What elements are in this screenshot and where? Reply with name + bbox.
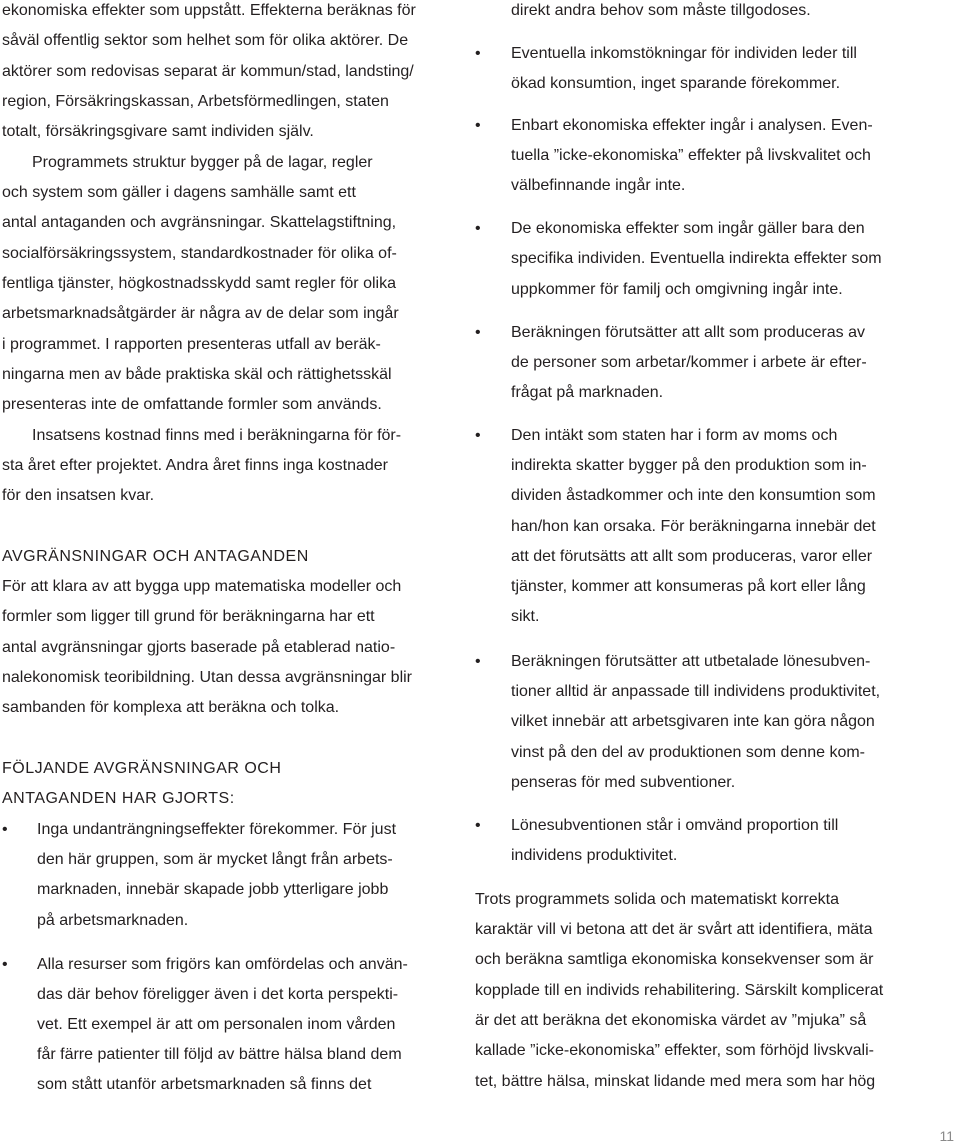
bullet-line: specifika individen. Eventuella indirekta effekter som — [511, 250, 882, 267]
intro-line: region, Försäkringskassan, Arbetsförmedlingen, staten — [2, 93, 389, 110]
bullet-line: Enbart ekonomiska effekter ingår i analysen. Even- — [511, 117, 873, 134]
closing-line: kopplade till en individs rehabilitering. Särskilt komplicerat — [475, 982, 884, 999]
bullet-line: tioner alltid är anpassade till individens produktivitet, — [511, 683, 881, 700]
bullet-line: tjänster, kommer att konsumeras på kort eller lång — [511, 578, 866, 595]
bullet-line: marknaden, innebär skapade jobb ytterligare jobb — [37, 881, 389, 898]
bullet-line: får färre patienter till följd av bättre hälsa bland dem — [37, 1046, 402, 1063]
bullet-marker: • — [475, 653, 481, 670]
bullet-marker: • — [2, 821, 8, 838]
bullet-line: tuella ”icke-ekonomiska” effekter på livskvalitet och — [511, 147, 871, 164]
section-heading: ANTAGANDEN HAR GJORTS: — [2, 790, 235, 807]
limits-line: nalekonomisk teoribildning. Utan dessa avgränsningar blir — [2, 669, 413, 686]
closing-line: Trots programmets solida och matematiskt korrekta — [475, 891, 839, 908]
bullet-line: den här gruppen, som är mycket långt från arbets- — [37, 851, 393, 868]
limits-line: antal avgränsningar gjorts baserade på etablerad natio- — [2, 639, 396, 656]
bullet-line: frågat på marknaden. — [511, 384, 664, 401]
bullet-line: Inga undanträngningseffekter förekommer. För just — [37, 821, 397, 838]
continuation-line: direkt andra behov som måste tillgodoses. — [511, 2, 811, 19]
intro-line: ekonomiska effekter som uppstått. Effekterna beräknas för — [2, 2, 416, 19]
bullet-line: som stått utanför arbetsmarknaden så finns det — [37, 1076, 372, 1093]
bullet-line: Beräkningen förutsätter att utbetalade lönesubven- — [511, 653, 871, 670]
bullet-line: han/hon kan orsaka. För beräkningarna innebär det — [511, 518, 876, 535]
cost-line: för den insatsen kvar. — [2, 487, 155, 504]
structure-line: fentliga tjänster, högkostnadsskydd samt regler för olika — [2, 275, 396, 292]
structure-line: Programmets struktur bygger på de lagar, regler — [32, 154, 373, 171]
bullet-line: das där behov föreligger även i det korta perspekti- — [37, 986, 399, 1003]
intro-line: såväl offentlig sektor som helhet som för olika aktörer. De — [2, 32, 409, 49]
structure-line: socialförsäkringssystem, standardkostnader för olika of- — [2, 245, 397, 262]
bullet-marker: • — [475, 427, 481, 444]
bullet-line: Beräkningen förutsätter att allt som produceras av — [511, 324, 865, 341]
bullet-line: de personer som arbetar/kommer i arbete är efter- — [511, 354, 867, 371]
bullet-marker: • — [475, 117, 481, 134]
bullet-line: på arbetsmarknaden. — [37, 912, 189, 929]
cost-line: Insatsens kostnad finns med i beräkningarna för för- — [32, 427, 402, 444]
closing-line: är det att beräkna det ekonomiska värdet av ”mjuka” så — [475, 1012, 867, 1029]
bullet-marker: • — [475, 324, 481, 341]
closing-line: karaktär vill vi betona att det är svårt att identifiera, mäta — [475, 921, 873, 938]
structure-line: presenteras inte de omfattande formler som används. — [2, 396, 382, 413]
closing-line: och beräkna samtliga ekonomiska konsekvenser som är — [475, 951, 874, 968]
limits-line: sambanden för komplexa att beräkna och tolka. — [2, 699, 340, 716]
bullet-marker: • — [2, 956, 8, 973]
bullet-line: indirekta skatter bygger på den produktion som in- — [511, 457, 867, 474]
bullet-line: vilket innebär att arbetsgivaren inte kan göra någon — [511, 713, 875, 730]
bullet-line: att det förutsätts att allt som produceras, varor eller — [511, 548, 873, 565]
bullet-line: Lönesubventionen står i omvänd proportion till — [511, 817, 839, 834]
bullet-line: uppkommer för familj och omgivning ingår inte. — [511, 281, 843, 298]
intro-line: totalt, försäkringsgivare samt individen själv. — [2, 123, 314, 140]
bullet-line: välbefinnande ingår inte. — [511, 177, 686, 194]
intro-line: aktörer som redovisas separat är kommun/stad, landsting/ — [2, 63, 414, 80]
bullet-marker: • — [475, 220, 481, 237]
bullet-line: De ekonomiska effekter som ingår gäller bara den — [511, 220, 865, 237]
page-number: 11 — [939, 1128, 954, 1144]
section-heading: AVGRÄNSNINGAR OCH ANTAGANDEN — [2, 548, 309, 565]
structure-line: ningarna men av både praktiska skäl och rättighetsskäl — [2, 366, 392, 383]
section-heading: FÖLJANDE AVGRÄNSNINGAR OCH — [2, 760, 282, 777]
structure-line: antal antaganden och avgränsningar. Skattelagstiftning, — [2, 214, 397, 231]
closing-line: tet, bättre hälsa, minskat lidande med mera som har hög — [475, 1073, 876, 1090]
bullet-line: dividen åstadkommer och inte den konsumtion som — [511, 487, 876, 504]
bullet-line: vinst på den del av produktionen som denne kom- — [511, 744, 865, 761]
bullet-marker: • — [475, 45, 481, 62]
cost-line: sta året efter projektet. Andra året finns inga kostnader — [2, 457, 388, 474]
structure-line: i programmet. I rapporten presenteras utfall av beräk- — [2, 336, 381, 353]
bullet-line: ökad konsumtion, inget sparande förekommer. — [511, 75, 841, 92]
structure-line: arbetsmarknadsåtgärder är några av de delar som ingår — [2, 305, 399, 322]
structure-line: och system som gäller i dagens samhälle samt ett — [2, 184, 356, 201]
closing-line: kallade ”icke-ekonomiska” effekter, som förhöjd livskvali- — [475, 1042, 874, 1059]
bullet-line: individens produktivitet. — [511, 847, 678, 864]
limits-line: För att klara av att bygga upp matematiska modeller och — [2, 578, 402, 595]
bullet-marker: • — [475, 817, 481, 834]
bullet-line: penseras för med subventioner. — [511, 774, 736, 791]
bullet-line: Den intäkt som staten har i form av moms och — [511, 427, 838, 444]
bullet-line: Eventuella inkomstökningar för individen leder till — [511, 45, 857, 62]
bullet-line: vet. Ett exempel är att om personalen inom vården — [37, 1016, 396, 1033]
limits-line: formler som ligger till grund för beräkningarna har ett — [2, 608, 375, 625]
bullet-line: sikt. — [511, 608, 540, 625]
bullet-line: Alla resurser som frigörs kan omfördelas och använ- — [37, 956, 408, 973]
